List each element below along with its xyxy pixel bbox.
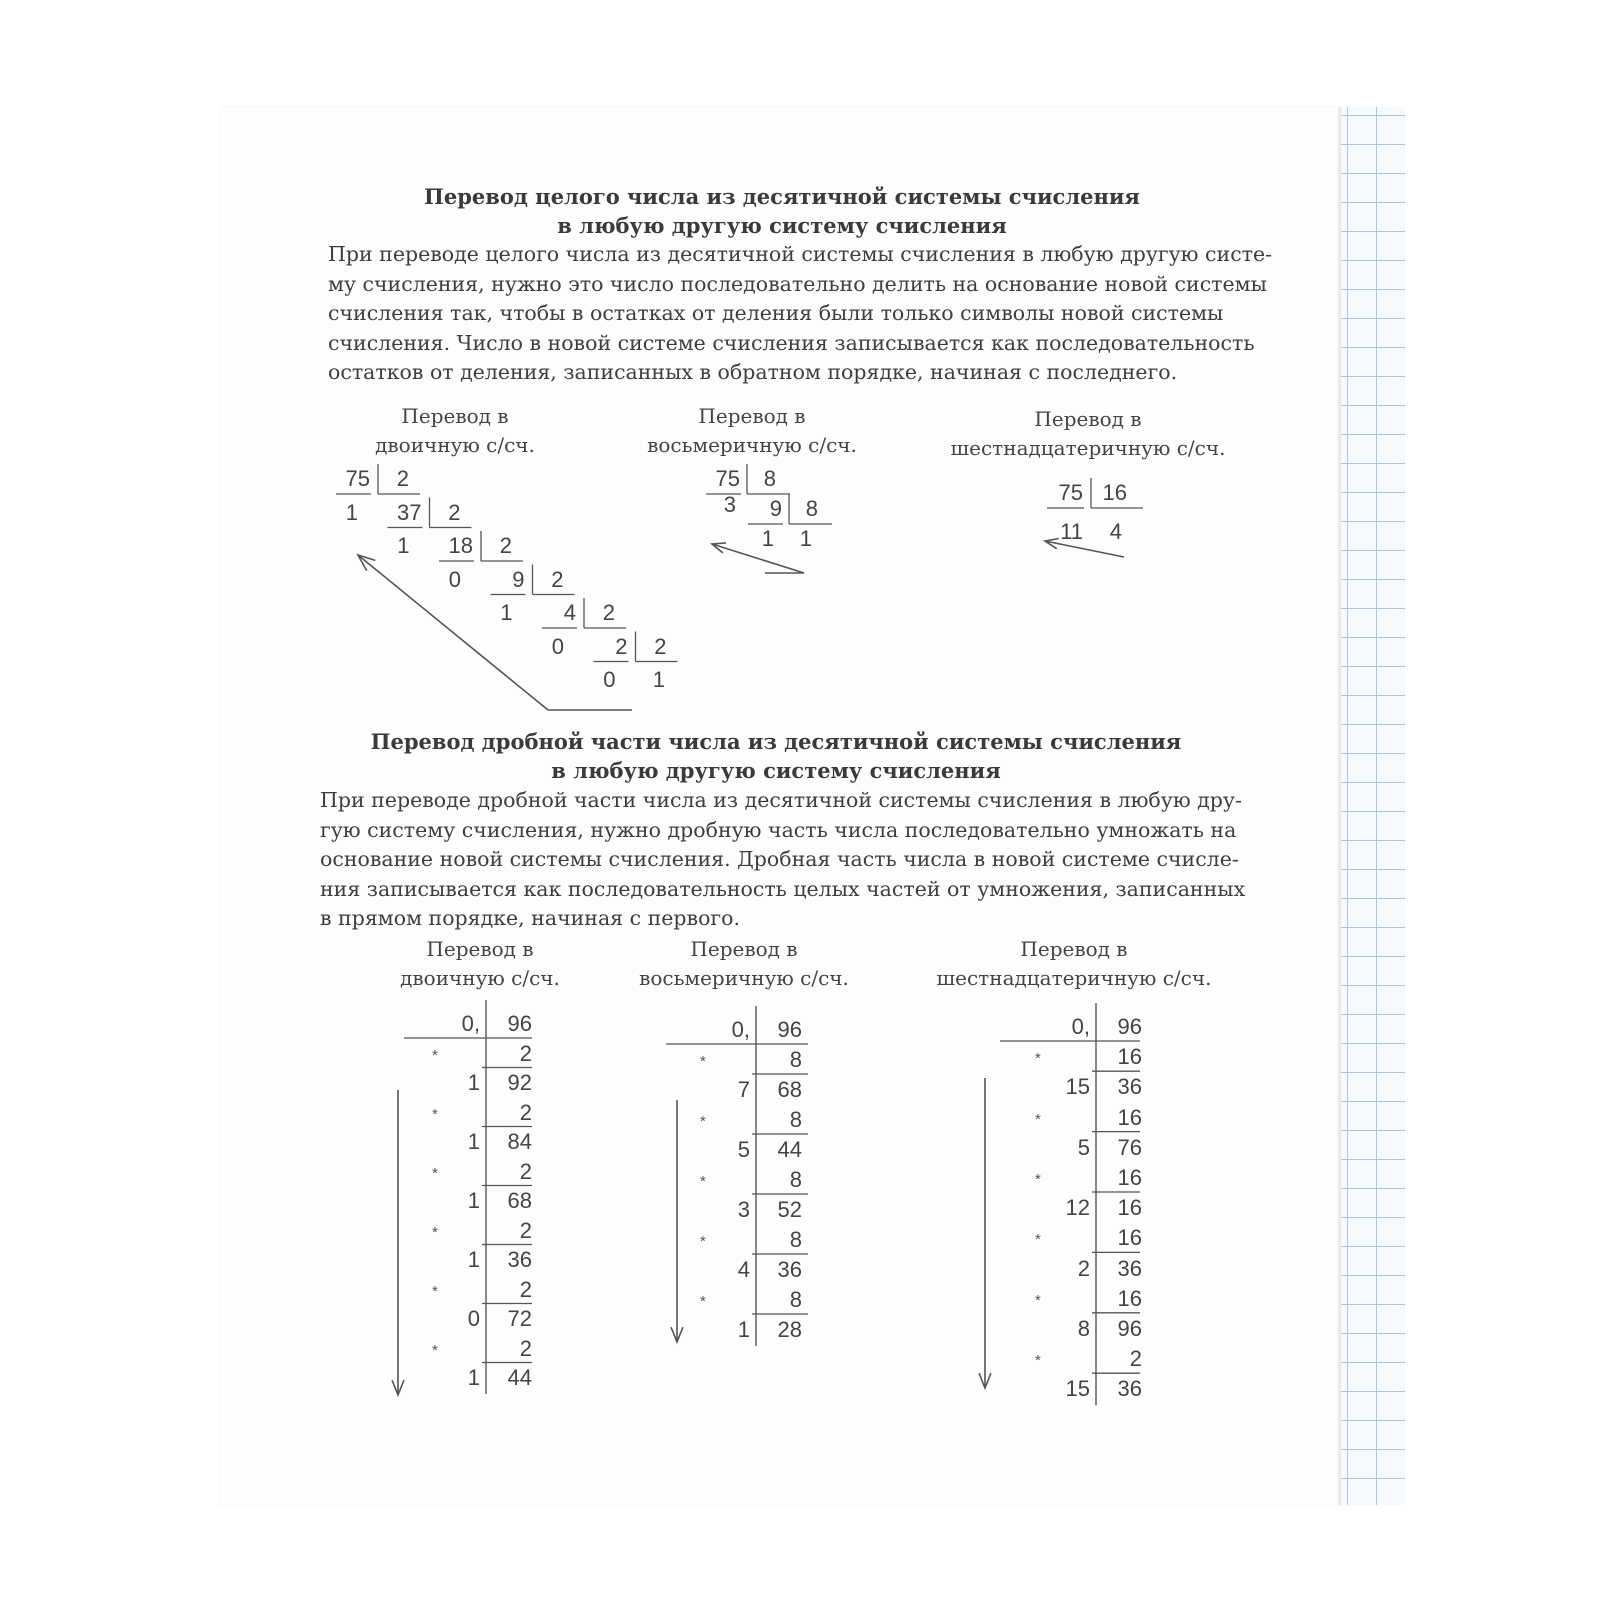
divisor: 16 [1102,480,1127,505]
integer-part: 1 [467,1247,480,1272]
multiplier: 16 [1117,1104,1142,1130]
multiply-sign: * [700,1173,706,1190]
fraction-part: 28 [777,1317,802,1342]
multiplier: 8 [789,1287,802,1312]
remainder: 0 [551,633,564,659]
fraction-part: 76 [1117,1134,1142,1160]
paragraph-line: гую систему счисления, нужно дробную часть числа последовательно умножать на [320,817,1237,842]
paragraph-line: в прямом порядке, начиная с первого. [320,906,741,930]
reading-arrow [358,555,548,710]
fraction-part: 72 [507,1306,532,1331]
fraction-part: 52 [777,1197,802,1222]
fraction-part: 68 [777,1077,802,1102]
multiply-sign: * [432,1341,438,1359]
fraction-part: 36 [1117,1255,1142,1281]
section1-title-line1: Перевод целого числа из десятичной системы счисления [424,184,1140,209]
section2-title-line1: Перевод дробной части числа из десятичной системы счисления [370,729,1182,754]
quotient: 4 [1109,519,1122,544]
start-integer: 0, [1071,1014,1090,1039]
multiply-sign: * [700,1233,706,1250]
multiplier: 16 [1117,1165,1142,1190]
remainder: 1 [500,600,513,625]
multiplier: 16 [1117,1285,1142,1311]
fraction-part: 36 [507,1247,532,1272]
integer-part: 15 [1065,1376,1090,1402]
multiplier: 8 [789,1107,802,1132]
multiplier: 2 [519,1099,532,1125]
multiply-sign: * [432,1164,438,1182]
caption-line: Перевод в [698,404,806,428]
multiplier: 2 [519,1335,532,1361]
multiplier: 2 [519,1276,532,1302]
integer-part: 1 [467,1365,480,1390]
fraction-part: 44 [777,1137,802,1162]
divisor: 2 [551,566,564,592]
integer-part: 5 [737,1137,750,1162]
quotient: 75 [345,466,370,491]
paragraph-line: му счисления, нужно это число последовательно делить на основание новой системы [328,271,1267,296]
fraction-part: 44 [507,1365,532,1390]
multiplier: 8 [789,1047,802,1072]
caption-line: Перевод в [690,937,798,961]
paragraph-line: остатков от деления, записанных в обратном порядке, начиная с последнего. [328,360,1178,384]
paragraph-line: счисления так, чтобы в остатках от деления были только символы новой системы [328,301,1224,325]
divisor: 2 [602,600,615,625]
multiplier: 2 [1129,1346,1142,1372]
start-integer: 0, [461,1011,480,1036]
integer-part: 1 [467,1129,480,1154]
divisor: 2 [499,533,512,558]
divisor: 8 [805,496,818,521]
remainder: 3 [723,492,736,517]
caption-line: восьмеричную с/сч. [639,966,849,990]
start-fraction: 96 [777,1017,802,1042]
multiply-sign: * [1035,1352,1041,1370]
quotient: 37 [397,499,422,525]
quotient: 2 [615,633,628,659]
caption-line: шестнадцатеричную с/сч. [936,966,1212,990]
integer-part: 8 [1077,1316,1090,1341]
multiplier: 2 [519,1158,532,1184]
multiply-sign: * [1035,1050,1041,1068]
fraction-part: 68 [507,1188,532,1213]
multiplier: 8 [789,1227,802,1252]
caption-line: шестнадцатеричную с/сч. [950,436,1226,460]
remainder: 0 [448,566,461,592]
fraction-part: 96 [1117,1316,1142,1341]
integer-part: 4 [737,1257,750,1282]
multiply-sign: * [700,1053,706,1070]
paragraph-line: При переводе дробной части числа из десятичной системы счисления в любую дру- [320,788,1242,812]
paragraph-line: счисления. Число в новой системе счисления записывается как последовательность [328,330,1255,355]
multiply-sign: * [1035,1231,1041,1249]
fraction-part: 36 [1117,1074,1142,1100]
multiply-sign: * [432,1105,438,1123]
remainder: 0 [603,667,616,692]
caption-line: Перевод в [1020,937,1128,961]
multiplier: 16 [1117,1044,1142,1070]
caption-line: Перевод в [401,404,509,428]
integer-part: 3 [737,1197,750,1222]
divisor: 2 [448,499,461,525]
section1-title-line2: в любую другую систему счисления [557,213,1007,238]
quotient: 1 [652,667,665,692]
quotient: 9 [769,496,782,521]
quotient: 4 [563,600,576,625]
caption-line: двоичную с/сч. [400,966,560,990]
divisor: 2 [654,633,667,659]
quotient: 1 [799,526,812,551]
paragraph-line: При переводе целого числа из десятичной системы счисления в любую другую систе- [328,242,1273,266]
integer-part: 7 [737,1077,750,1102]
multiply-sign: * [700,1293,706,1310]
integer-part: 12 [1065,1195,1090,1221]
reading-arrow [1045,541,1124,557]
multiply-sign: * [432,1282,438,1300]
quotient: 75 [715,466,740,491]
start-fraction: 96 [1117,1014,1142,1039]
multiplier: 2 [519,1040,532,1066]
multiply-sign: * [700,1113,706,1130]
integer-part: 0 [467,1306,480,1331]
multiply-sign: * [1035,1171,1041,1188]
remainder: 11 [1060,519,1083,544]
paragraph-line: основание новой системы счисления. Дробная часть числа в новой системе счисле- [320,847,1239,871]
remainder: 1 [345,499,358,525]
fraction-part: 16 [1117,1195,1142,1221]
quotient: 75 [1058,480,1083,505]
multiply-sign: * [432,1223,438,1241]
remainder: 1 [761,526,774,551]
divisor: 8 [763,466,776,491]
integer-part: 1 [467,1188,480,1213]
fraction-part: 84 [507,1129,532,1154]
integer-part: 1 [737,1317,750,1342]
multiplier: 8 [789,1167,802,1192]
fraction-part: 36 [1117,1376,1142,1402]
integer-part: 2 [1077,1255,1090,1281]
caption-line: двоичную с/сч. [375,433,535,457]
fraction-part: 36 [777,1257,802,1282]
start-fraction: 96 [507,1011,532,1036]
start-integer: 0, [731,1017,750,1042]
caption-line: Перевод в [426,937,534,961]
integer-part: 1 [467,1070,480,1095]
fraction-part: 92 [507,1070,532,1095]
section2-title-line2: в любую другую систему счисления [551,758,1001,783]
divisor: 2 [396,466,409,491]
caption-line: Перевод в [1034,407,1142,431]
reading-arrow [712,544,804,573]
quotient: 9 [512,566,525,592]
multiply-sign: * [1035,1110,1041,1128]
quotient: 18 [448,533,473,558]
multiplier: 16 [1117,1225,1142,1251]
multiply-sign: * [432,1046,438,1064]
integer-part: 5 [1077,1134,1090,1160]
integer-part: 15 [1065,1074,1090,1100]
remainder: 1 [397,533,410,558]
paragraph-line: ния записывается как последовательность целых частей от умножения, записанных [320,876,1246,901]
caption-line: восьмеричную с/сч. [647,433,857,457]
multiplier: 2 [519,1217,532,1243]
multiply-sign: * [1035,1291,1041,1309]
